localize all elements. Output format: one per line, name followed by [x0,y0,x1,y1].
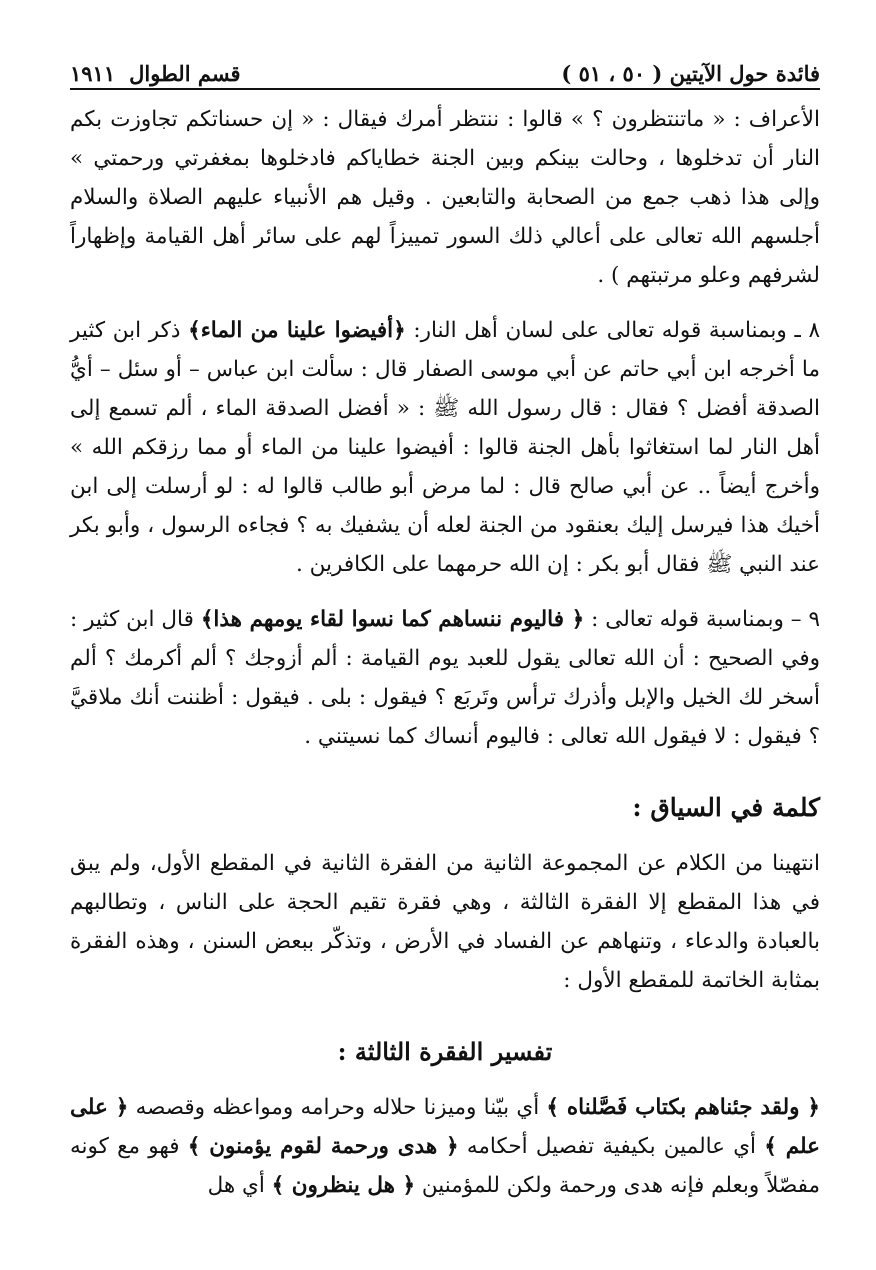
page [70,48,820,1198]
benefit-8-body: ذكر ابن كثير ما أخرجه ابن أبي حاتم عن أبي موسى الصفار قال : سألت ابن عباس – أو سئل – أيُّ الصدقة أفضل ؟ فقال : قال رسول الله ﷺ : « أفضل الصدقة الماء ، ألم تسمع إلى أهل النار لما استغاثوا بأهل الجنة قالوا : أفيضوا علينا من الماء أو مما رزقكم الله » وأخرج أيضاً .. عن أبي صالح قال : لما مرض أبو طالب قالوا له : لو أرسلت إلى ابن أخيك هذا فيرسل إليك بعنقود من الجنة لعله أن يشفيك به ؟ فجاءه الرسول ، وأبو بكر عند النبي ﷺ فقال أبو بكر : إن الله حرمهما على الكافرين . [70,318,820,577]
verse-fal-yawm: ﴿ فاليوم ننساهم كما نسوا لقاء يومهم هذا﴾ [200,607,585,632]
chapter-title: فائدة حول الآيتين ( ٥٠ ، ٥١ ) [561,61,820,86]
verse-ala-ilm: ﴿ على علم ﴾ [70,1095,820,1159]
verse-kitab: ﴿ ولقد جئناهم بكتاب فَصَّلناه ﴾ [546,1095,820,1120]
heading-context: كلمة في السياق : [632,793,820,822]
section-name: قسم الطوال [129,61,241,86]
benefit-9-body: قال ابن كثير : وفي الصحيح : أن الله تعالى يقول للعبد يوم القيامة : ألم أزوجك ؟ ألم أكرمك ؟ ألم أسخر لك الخيل والإبل وأذرك ترأس وتَربَع ؟ فيقول : بلى . فيقول : أظننت أنك ملاقيَّ ؟ فيقول : لا فيقول الله تعالى : فاليوم أنساك كما نسيتني . [70,607,820,749]
heading-third-passage: تفسير الفقرة الثالثة : [337,1037,553,1066]
tafsir-text-3: فهو مع كونه مفصّلاً وبعلم فإنه هدى ورحمة ولكن للمؤمنين [70,1134,820,1198]
tafsir-text-1: أي بيّنا وميزنا حلاله وحرامه ومواعظه وقصصه [128,1095,547,1120]
paragraph-context: انتهينا من الكلام عن المجموعة الثانية من الفقرة الثانية في المقطع الأول، ولم يبق في هذا المقطع إلا الفقرة الثالثة ، وهي فقرة تقيم الحجة على الناس ، وتطالبهم بالعبادة والدعاء ، وتنهاهم عن الفساد في الأرض ، وتذكّر ببعض السنن ، وهذه الفقرة بمثابة الخاتمة للمقطع الأول : [70,851,820,993]
page-number: ١٩١١ [70,61,116,86]
benefit-9-intro: ٩ – وبمناسبة قوله تعالى : [584,607,820,632]
page-body [70,100,820,1205]
running-header [70,48,820,86]
header-rule [70,88,820,90]
header-left [70,61,241,86]
paragraph-tafsir [70,1088,820,1205]
paragraph-benefit-8 [70,311,820,584]
benefit-8-intro: ٨ ـ وبمناسبة قوله تعالى على لسان أهل النار: [405,318,820,343]
paragraph-araf: الأعراف : « ماتنتظرون ؟ » قالوا : ننتظر أمرك فيقال : « إن حسناتكم تجاوزت بكم النار أن تدخلوها ، وحالت بينكم وبين الجنة خطاياكم فادخلوها بمغفرتي ورحمتي » وإلى هذا ذهب جمع من الصحابة والتابعين . وقيل هم الأنبياء عليهم الصلاة والسلام أجلسهم الله تعالى على أعالي ذلك السور تمييزاً لهم على سائر أهل القيامة وإظهاراً لشرفهم وعلو مرتبتهم ) . [70,107,820,288]
tafsir-text-4: أي هل [207,1173,272,1198]
tafsir-text-2: أي عالمين بكيفية تفصيل أحكامه [458,1134,765,1159]
verse-afeedu: ﴿أفيضوا علينا من الماء﴾ [188,318,406,343]
verse-huda: ﴿ هدى ورحمة لقوم يؤمنون ﴾ [187,1134,459,1159]
verse-hal-yanzurun: ﴿ هل ينظرون ﴾ [271,1173,416,1198]
paragraph-benefit-9 [70,600,820,756]
